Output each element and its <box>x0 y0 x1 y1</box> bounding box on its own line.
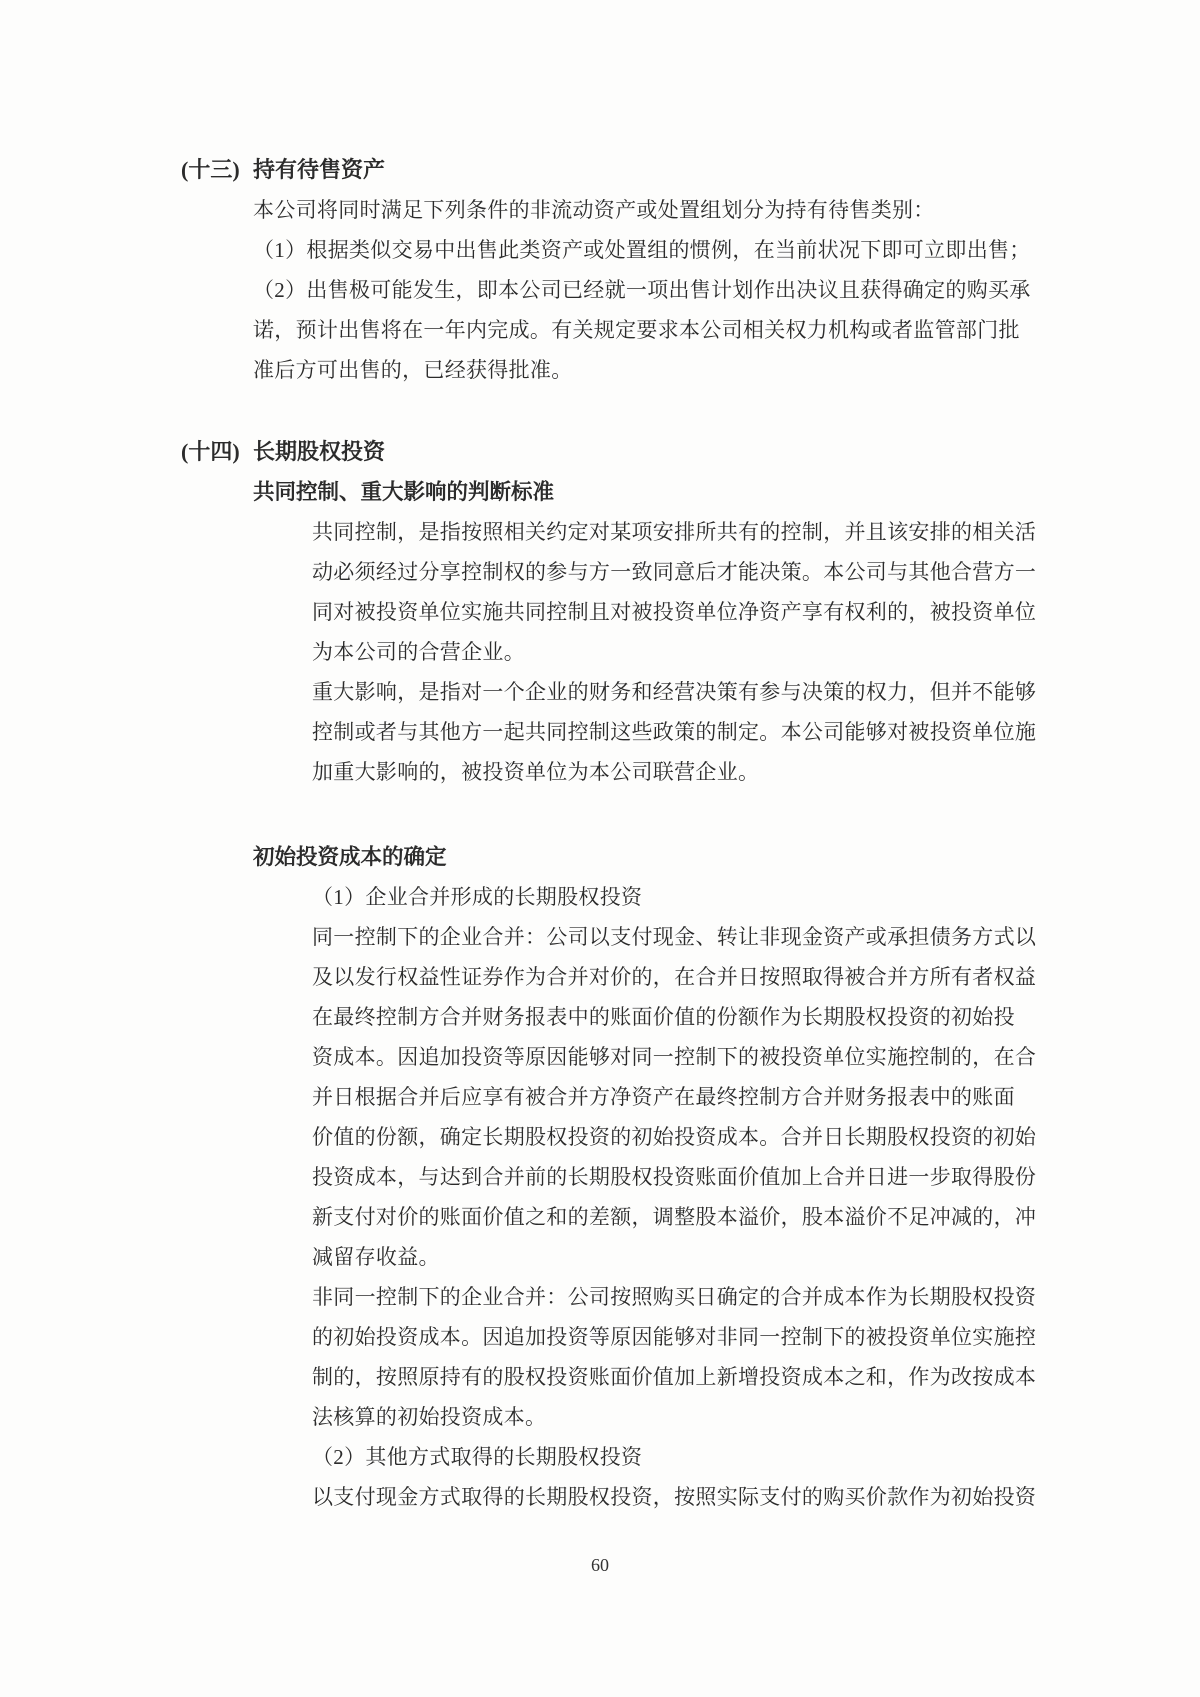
text-line: 为本公司的合营企业。 <box>312 640 525 664</box>
text-line: 控制或者与其他方一起共同控制这些政策的制定。本公司能够对被投资单位施 <box>312 720 1037 744</box>
text-line: 以支付现金方式取得的长期股权投资，按照实际支付的购买价款作为初始投资 <box>312 1485 1037 1509</box>
section-13-heading <box>181 150 1200 190</box>
text-line: 同对被投资单位实施共同控制且对被投资单位净资产享有权利的，被投资单位 <box>312 600 1037 624</box>
section-13-title: 持有待售资产 <box>253 157 386 182</box>
text-line: 准后方可出售的，已经获得批准。 <box>253 358 573 382</box>
text-line: 诺，预计出售将在一年内完成。有关规定要求本公司相关权力机构或者监管部门批 <box>253 318 1020 342</box>
text-line: 共同控制，是指按照相关约定对某项安排所共有的控制，并且该安排的相关活 <box>312 520 1037 544</box>
text-line: 动必须经过分享控制权的参与方一致同意后才能决策。本公司与其他合营方一 <box>312 560 1037 584</box>
text-line: （1）根据类似交易中出售此类资产或处置组的惯例，在当前状况下即可立即出售； <box>253 238 1031 262</box>
section-14-label: (十四) <box>181 439 240 464</box>
section-14-heading <box>181 432 1200 472</box>
page-number: 60 <box>591 1555 609 1575</box>
text-line: 重大影响，是指对一个企业的财务和经营决策有参与决策的权力，但并不能够 <box>312 680 1037 704</box>
text-line: 本公司将同时满足下列条件的非流动资产或处置组划分为持有待售类别： <box>253 198 935 222</box>
text-line: 在最终控制方合并财务报表中的账面价值的份额作为长期股权投资的初始投 <box>312 1005 1015 1029</box>
text-line: 非同一控制下的企业合并：公司按照购买日确定的合并成本作为长期股权投资 <box>312 1285 1037 1309</box>
text-line: 资成本。因追加投资等原因能够对同一控制下的被投资单位实施控制的，在合 <box>312 1045 1037 1069</box>
text-line: （2）出售极可能发生，即本公司已经就一项出售计划作出决议且获得确定的购买承 <box>253 278 1031 302</box>
text-line: 投资成本，与达到合并前的长期股权投资账面价值加上合并日进一步取得股份 <box>312 1165 1037 1189</box>
text-line: 法核算的初始投资成本。 <box>312 1405 547 1429</box>
subsection-heading-joint-control: 共同控制、重大影响的判断标准 <box>253 480 555 504</box>
text-line: 制的，按照原持有的股权投资账面价值加上新增投资成本之和，作为改按成本 <box>312 1365 1037 1389</box>
text-line: 并日根据合并后应享有被合并方净资产在最终控制方合并财务报表中的账面 <box>312 1085 1015 1109</box>
text-line: 及以发行权益性证券作为合并对价的，在合并日按照取得被合并方所有者权益 <box>312 965 1037 989</box>
section-13-label: (十三) <box>181 157 240 182</box>
text-line: 同一控制下的企业合并：公司以支付现金、转让非现金资产或承担债务方式以 <box>312 925 1037 949</box>
text-line: （2）其他方式取得的长期股权投资 <box>312 1445 643 1469</box>
text-line: （1）企业合并形成的长期股权投资 <box>312 885 643 909</box>
text-line: 新支付对价的账面价值之和的差额，调整股本溢价，股本溢价不足冲减的，冲 <box>312 1205 1037 1229</box>
text-line: 减留存收益。 <box>312 1245 440 1269</box>
text-line: 价值的份额，确定长期股权投资的初始投资成本。合并日长期股权投资的初始 <box>312 1125 1037 1149</box>
text-line: 加重大影响的，被投资单位为本公司联营企业。 <box>312 760 760 784</box>
subsection-heading-initial-cost: 初始投资成本的确定 <box>253 845 447 869</box>
section-14-title: 长期股权投资 <box>253 439 386 464</box>
text-line: 的初始投资成本。因追加投资等原因能够对非同一控制下的被投资单位实施控 <box>312 1325 1037 1349</box>
